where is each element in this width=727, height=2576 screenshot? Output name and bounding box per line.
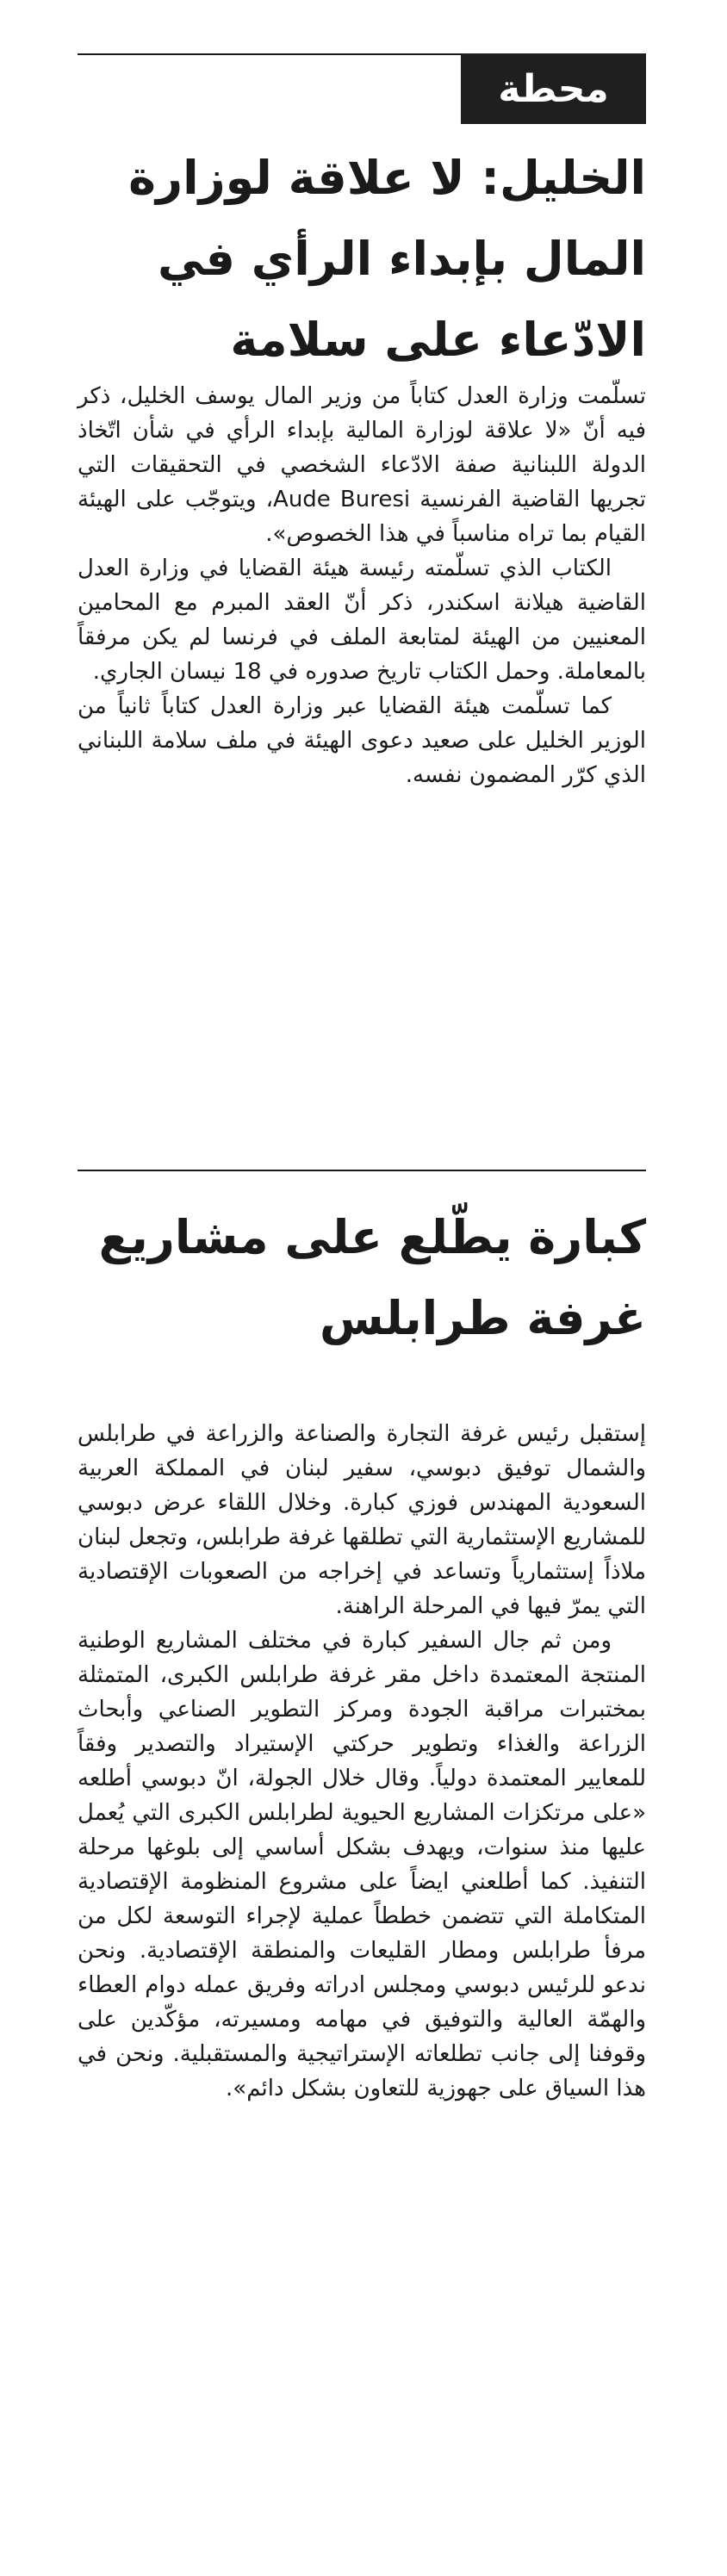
article-2-paragraph: ومن ثم جال السفير كبارة في مختلف المشاريع الوطنية المنتجة المعتمدة داخل مقر غرفة طرابلس الكبرى، المتمثلة بمختبرات مراقبة الجودة ومركز التطوير الصناعي وأبحاث الزراعة والغذاء وتطوير حركتي الإستيراد والتصدير وفقاً للمعايير المعتمدة دولياً. وقال خلال الجولة، انّ دبوسي أطلعه «على مرتكزات المشاريع الحيوية لطرابلس الكبرى التي يُعمل عليها منذ سنوات، ويهدف بشكل أساسي إلى بلوغها مرحلة التنفيذ. كما أطلعني ايضاً على مشروع المنظومة الإقتصادية المتكاملة التي تتضمن خططاً عملية لإجراء التوسعة لكل من مرفأ طرابلس ومطار القليعات والمنطقة الإقتصادية. ونحن ندعو للرئيس دبوسي ومجلس ادراته وفريق عمله دوام العطاء والهمّة العالية والتوفيق في مهامه ومسيرته، مؤكّدين على وقوفنا إلى جانب تطلعاته الإستراتيجية والمستقبلية. ونحن في هذا السياق على جهوزية للتعاون بشكل دائم».	[78, 1628, 646, 2101]
section-tag: محطة	[461, 53, 646, 124]
article-1-paragraph: كما تسلّمت هيئة القضايا عبر وزارة العدل كتاباً ثانياً من الوزير الخليل على صعيد دعوى الهيئة في ملف سلامة اللبناني الذي كرّر المضمون نفسه.	[78, 693, 646, 788]
article-1-paragraph: الكتاب الذي تسلّمته رئيسة هيئة القضايا في وزارة العدل القاضية هيلانة اسكندر، ذكر أنّ العقد المبرم مع المحامين المعنيين من الهيئة لمتابعة الملف في فرنسا لم يكن مرفقاً بالمعاملة. وحمل الكتاب تاريخ صدوره في 18 نيسان الجاري.	[78, 556, 646, 685]
article-2-headline: كبارة يطّلع على مشاريع غرفة طرابلس	[98, 1210, 646, 1345]
article-2-paragraph: إستقبل رئيس غرفة التجارة والصناعة والزراعة في طرابلس والشمال توفيق دبوسي، سفير لبنان في المملكة العربية السعودية المهندس فوزي كبارة. وخلال اللقاء عرض دبوسي للمشاريع الإستثمارية التي تطلقها غرفة طرابلس، وتجعل لبنان ملاذاً إستثمارياً وتساعد في إخراجه من الصعوبات الإقتصادية التي يمرّ فيها في المرحلة الراهنة.	[78, 1421, 646, 1619]
article-divider	[78, 1170, 646, 1171]
article-1-paragraph: تسلّمت وزارة العدل كتاباً من وزير المال يوسف الخليل، ذكر فيه أنّ «لا علاقة لوزارة المالية بإبداء الرأي في شأن اتّخاذ الدولة اللبنانية صفة الادّعاء الشخصي في التحقيقات التي تجريها القاضية الفرنسية Aude Buresi، ويتوجّب على الهيئة القيام بما تراه مناسباً في هذا الخصوص».	[78, 383, 646, 547]
article-1-headline: الخليل: لا علاقة لوزارة المال بإبداء الرأي في الادّعاء على سلامة	[128, 151, 646, 367]
article-1-body	[78, 379, 646, 792]
article-2-body	[78, 1417, 646, 2106]
